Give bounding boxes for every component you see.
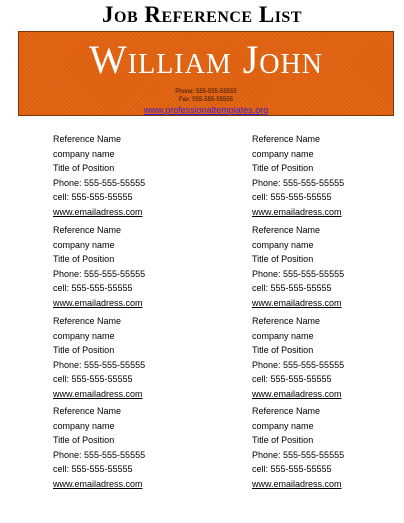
reference-phone: Phone: 555-555-55555	[252, 177, 345, 188]
reference-phone: Phone: 555-555-55555	[53, 177, 146, 188]
header-phone: Phone: 555-555-55555	[175, 89, 237, 95]
reference-cell: cell: 555-555-55555	[53, 374, 133, 384]
reference-position: Title of Position	[252, 435, 314, 445]
reference-email-link[interactable]: www.emailadress.com	[53, 388, 143, 399]
reference-email-link[interactable]: www.emailadress.com	[252, 297, 342, 308]
reference-email-link[interactable]: www.emailadress.com	[252, 388, 342, 399]
reference-position: Title of Position	[53, 345, 115, 355]
reference-email-link[interactable]: www.emailadress.com	[252, 478, 342, 489]
reference-position: Title of Position	[53, 435, 115, 445]
reference-company: company name	[53, 239, 115, 250]
reference-company: company name	[252, 420, 314, 431]
reference-block-5	[53, 314, 203, 401]
reference-company: company name	[252, 330, 314, 341]
reference-phone: Phone: 555-555-55555	[53, 359, 146, 370]
reference-email-link[interactable]: www.emailadress.com	[53, 206, 143, 217]
header-fax: Fax: 555-555-55555	[178, 97, 234, 103]
reference-email-link[interactable]: www.emailadress.com	[53, 297, 143, 308]
reference-company: company name	[252, 239, 314, 250]
reference-block-4	[252, 223, 402, 310]
reference-block-6	[252, 314, 402, 401]
reference-cell: cell: 555-555-55555	[252, 283, 332, 293]
header-website-link[interactable]: www.professionaltemplates.org	[143, 105, 269, 115]
reference-company: company name	[53, 148, 115, 159]
reference-name: Reference Name	[53, 316, 122, 326]
reference-position: Title of Position	[252, 254, 314, 264]
header-banner	[18, 31, 394, 116]
reference-cell: cell: 555-555-55555	[252, 374, 332, 384]
reference-phone: Phone: 555-555-55555	[252, 268, 345, 279]
reference-phone: Phone: 555-555-55555	[53, 268, 146, 279]
reference-phone: Phone: 555-555-55555	[252, 449, 345, 460]
reference-name: Reference Name	[252, 316, 321, 326]
reference-email-link[interactable]: www.emailadress.com	[252, 206, 342, 217]
reference-position: Title of Position	[252, 163, 314, 173]
reference-block-1	[53, 132, 203, 219]
reference-block-3	[53, 223, 203, 310]
reference-cell: cell: 555-555-55555	[53, 283, 133, 293]
reference-company: company name	[53, 420, 115, 431]
reference-phone: Phone: 555-555-55555	[53, 449, 146, 460]
reference-block-2	[252, 132, 402, 219]
reference-position: Title of Position	[252, 345, 314, 355]
reference-phone: Phone: 555-555-55555	[252, 359, 345, 370]
reference-name: Reference Name	[252, 134, 321, 144]
reference-name: Reference Name	[53, 225, 122, 235]
reference-cell: cell: 555-555-55555	[53, 192, 133, 202]
document-title: Job Reference List	[102, 2, 302, 27]
reference-name: Reference Name	[53, 134, 122, 144]
reference-name: Reference Name	[252, 406, 321, 416]
reference-cell: cell: 555-555-55555	[53, 464, 133, 474]
reference-block-8	[252, 404, 402, 491]
reference-position: Title of Position	[53, 163, 115, 173]
reference-cell: cell: 555-555-55555	[252, 192, 332, 202]
reference-email-link[interactable]: www.emailadress.com	[53, 478, 143, 489]
reference-position: Title of Position	[53, 254, 115, 264]
applicant-name: William John	[89, 37, 323, 82]
reference-cell: cell: 555-555-55555	[252, 464, 332, 474]
reference-name: Reference Name	[53, 406, 122, 416]
reference-company: company name	[252, 148, 314, 159]
reference-company: company name	[53, 330, 115, 341]
reference-block-7	[53, 404, 203, 491]
reference-name: Reference Name	[252, 225, 321, 235]
